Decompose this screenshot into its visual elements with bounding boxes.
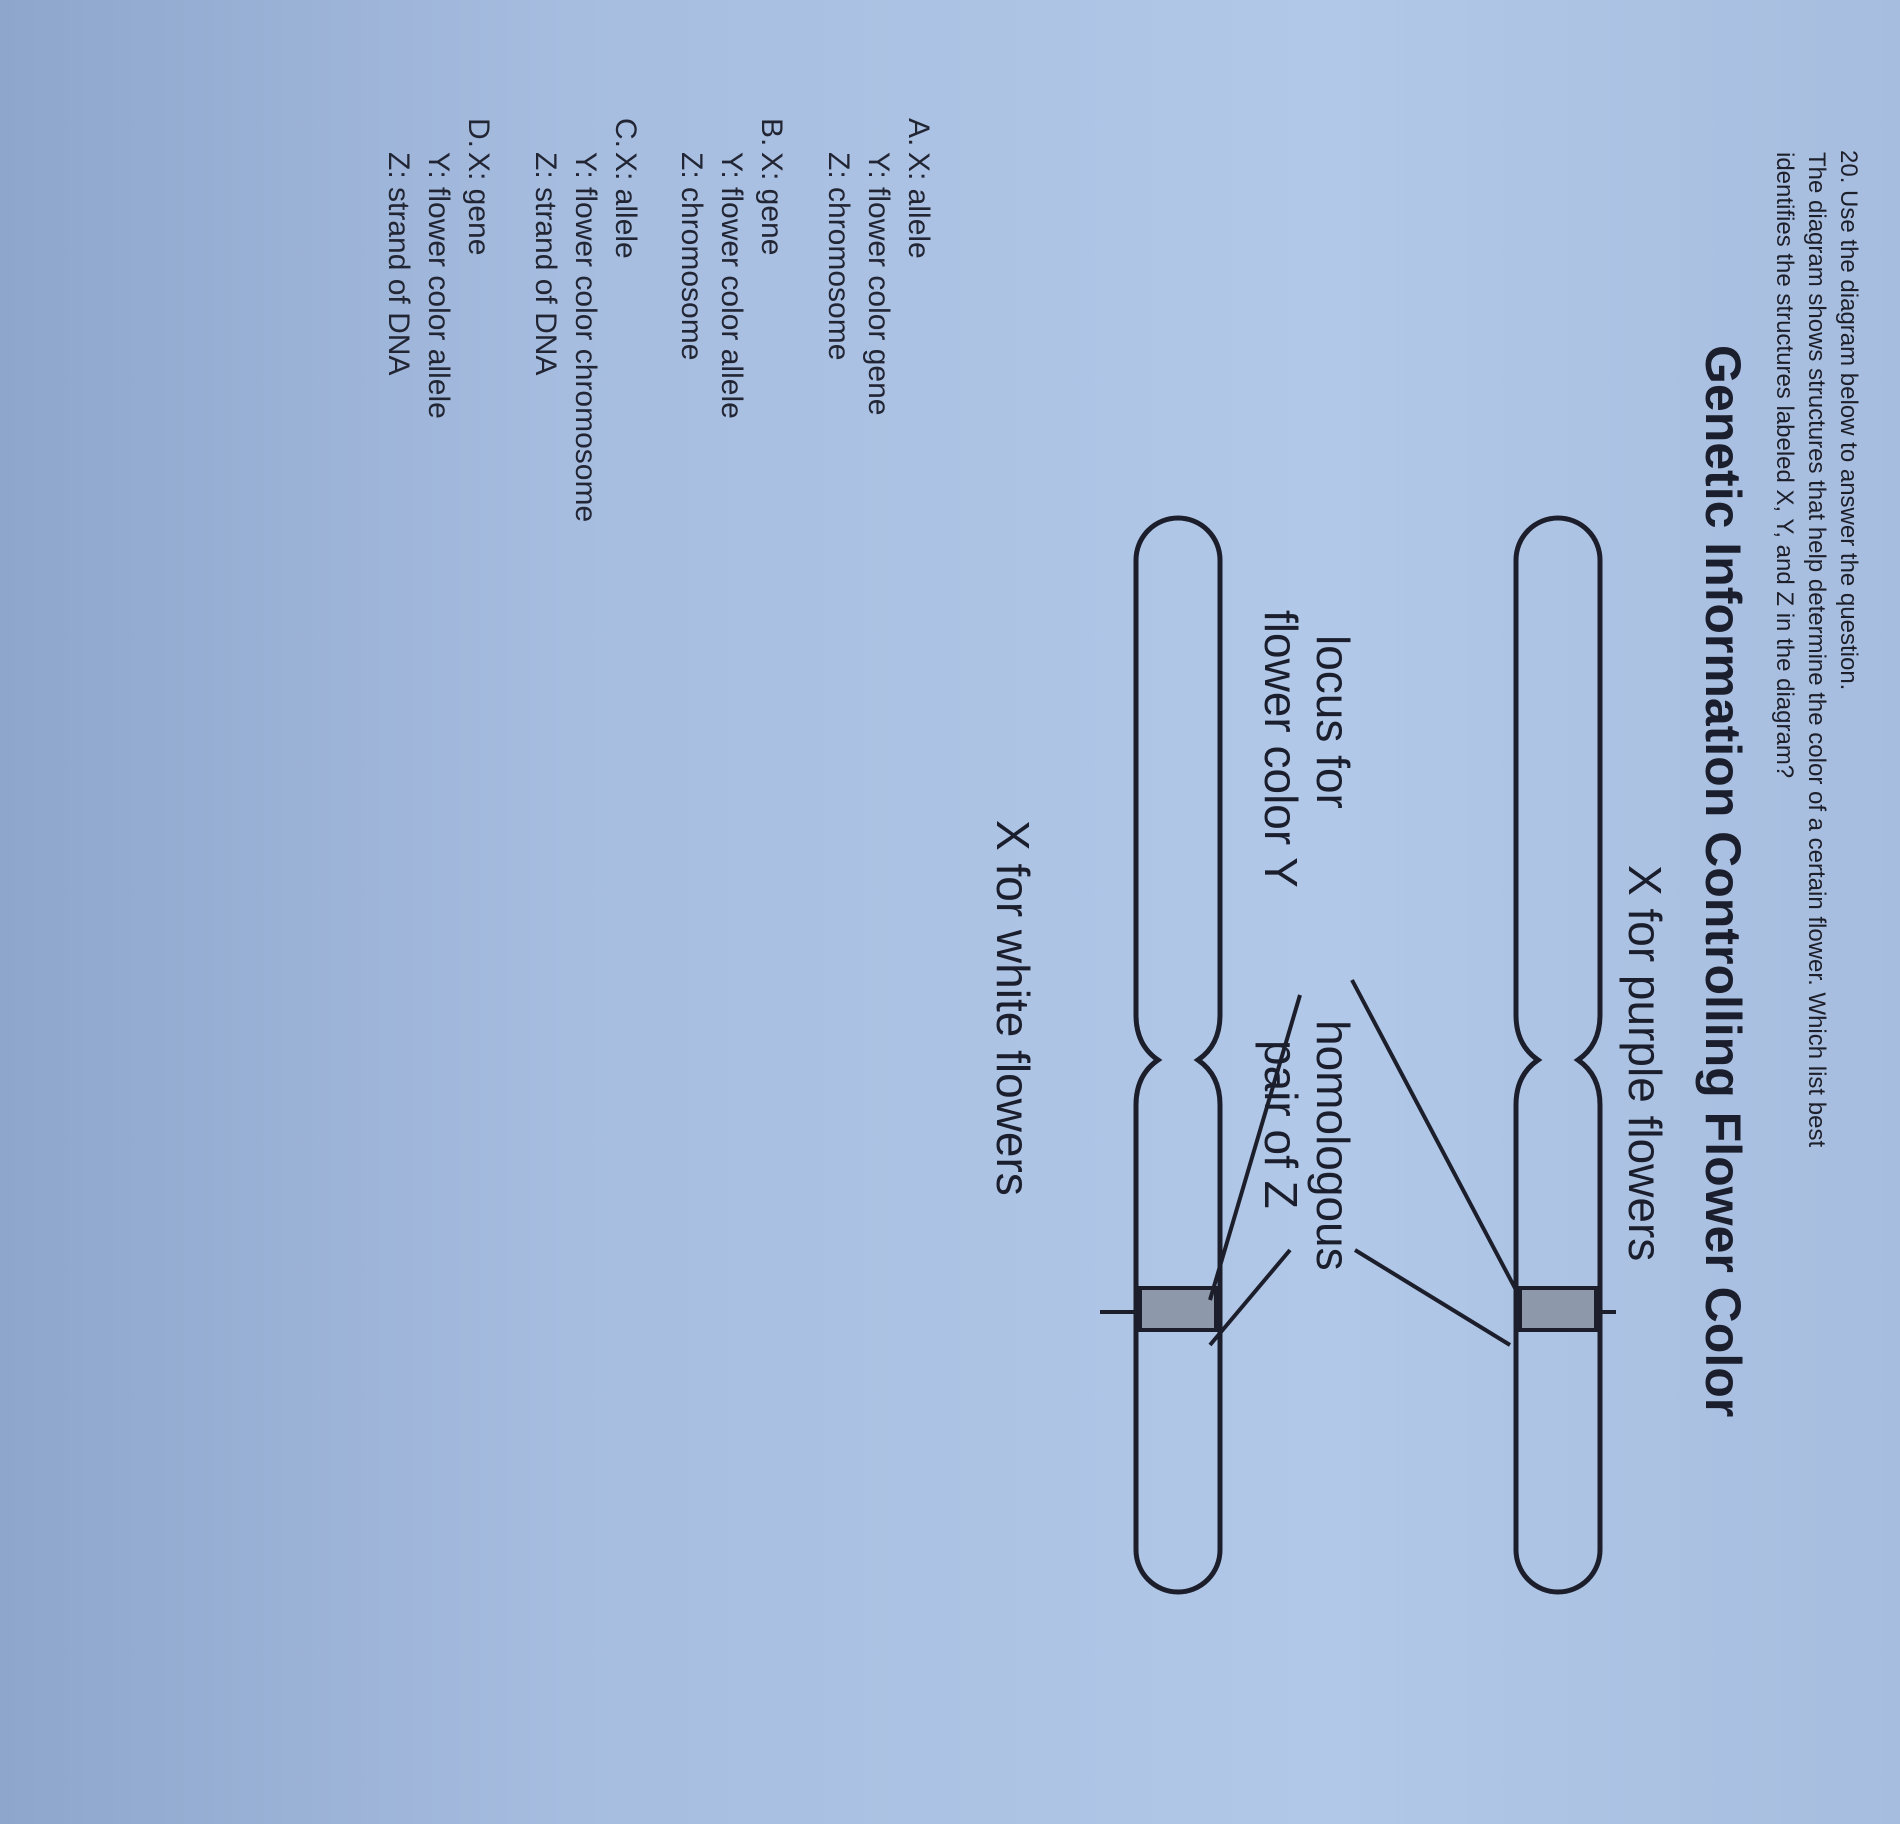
pointer-locus-upper [1352, 980, 1516, 1290]
choice-a-x: X: allele [902, 152, 935, 259]
chromosome-lower [1136, 518, 1220, 1592]
choice-c-x: X: allele [609, 152, 642, 259]
question-line-2: The diagram shows structures that help determine the color of a certain flower. Which list best [1803, 152, 1830, 1148]
choice-a-z: Z: chromosome [822, 152, 855, 361]
choice-c-z: Z: strand of DNA [529, 152, 562, 376]
label-x-white-flowers: X for white flowers [987, 820, 1039, 1196]
label-locus-line-1: locus for [1307, 635, 1359, 809]
choice-d-x: X: gene [462, 152, 495, 256]
diagram-title: Genetic Information Controlling Flower Color [1695, 345, 1751, 1418]
question-line-1-text: Use the diagram below to answer the question. [1835, 190, 1862, 691]
choice-a-letter: A. [902, 118, 935, 147]
question-line-3: identifies the structures labeled X, Y, and Z in the diagram? [1771, 152, 1798, 779]
choice-b-letter: B. [755, 118, 788, 147]
choice-c-y: Y: flower color chromosome [569, 152, 602, 523]
choice-b-z: Z: chromosome [675, 152, 708, 361]
choice-d-y: Y: flower color allele [422, 152, 455, 419]
choice-b-y: Y: flower color allele [715, 152, 748, 419]
chromosome-upper [1516, 518, 1600, 1592]
choice-d-z: Z: strand of DNA [382, 152, 415, 376]
choice-b-x: X: gene [755, 152, 788, 256]
choice-a-y: Y: flower color gene [862, 152, 895, 416]
label-locus-line-2: flower color Y [1255, 610, 1307, 888]
pointer-homologous-upper [1355, 1250, 1510, 1345]
question-number: 20. [1835, 150, 1862, 184]
upper-gene-band [1520, 1288, 1596, 1330]
label-homologous-line-1: homologous [1307, 1020, 1359, 1271]
choice-c-letter: C. [609, 118, 642, 148]
choice-d-letter: D. [462, 118, 495, 148]
label-homologous-line-2: pair of Z [1255, 1040, 1307, 1209]
label-x-purple-flowers: X for purple flowers [1619, 865, 1671, 1262]
lower-gene-band [1140, 1288, 1216, 1330]
